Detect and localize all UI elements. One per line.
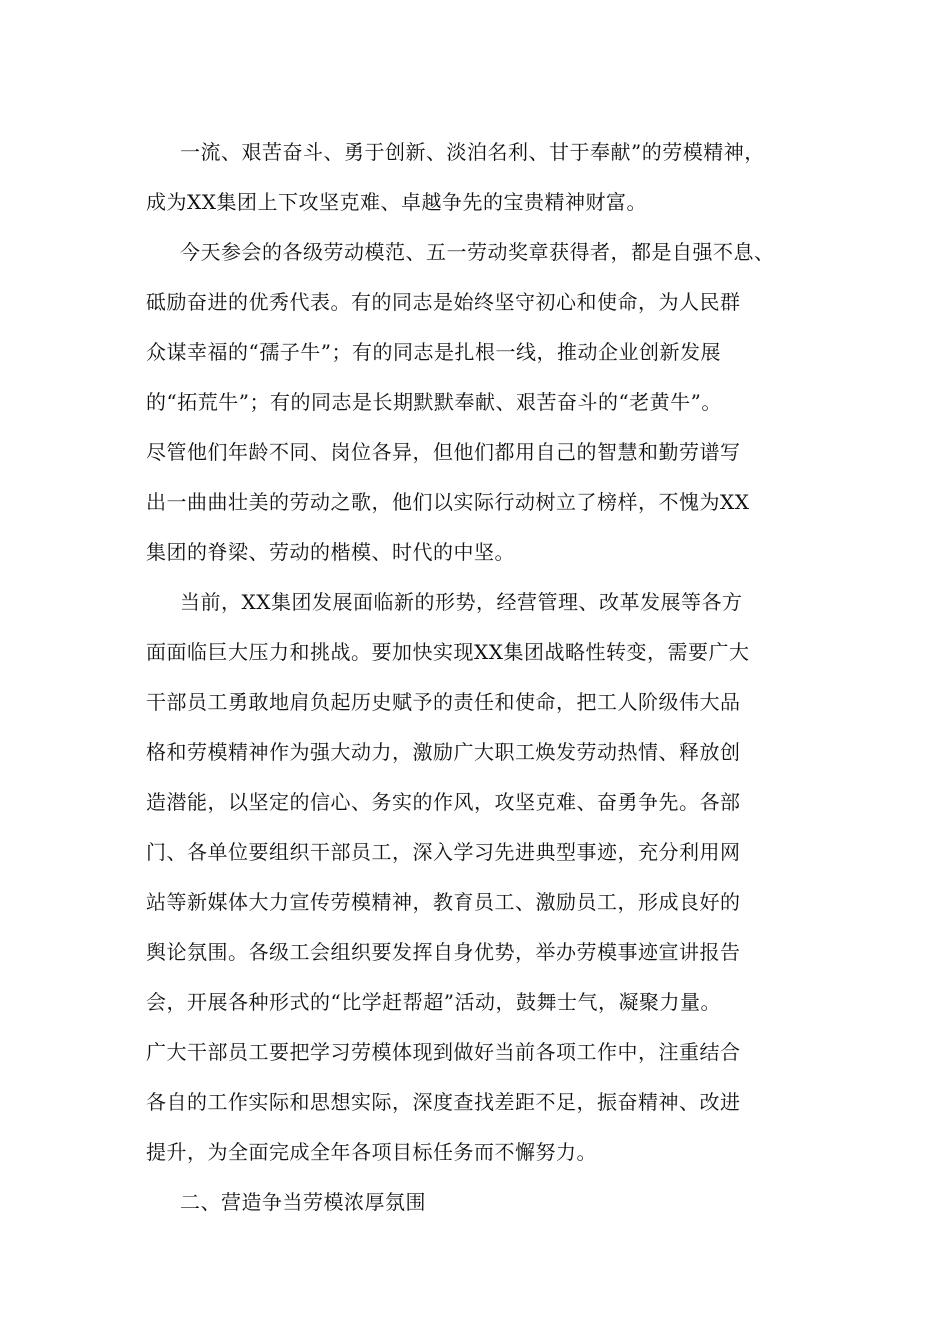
paragraph-line: 广大干部员工要把学习劳模体现到做好当前各项工作中，注重结合 — [146, 1040, 741, 1064]
paragraph-line: 舆论氛围。各级工会组织要发挥自身优势，举办劳模事迹宣讲报告 — [146, 940, 741, 964]
paragraph-line: 格和劳模精神作为强大动力，激励广大职工焕发劳动热情、释放创 — [146, 740, 741, 764]
paragraph-line: 门、各单位要组织干部员工，深入学习先进典型事迹，充分利用网 — [146, 840, 741, 864]
paragraph-line: 一流、艰苦奋斗、勇于创新、淡泊名利、甘于奉献”的劳模精神， — [180, 140, 765, 164]
paragraph-line: 当前，XX集团发展面临新的形势，经营管理、改革发展等各方 — [180, 590, 743, 614]
paragraph-line: 成为XX集团上下攻坚克难、卓越争先的宝贵精神财富。 — [146, 190, 647, 214]
paragraph-line: 众谋幸福的“孺子牛”；有的同志是扎根一线，推动企业创新发展 — [146, 340, 721, 364]
paragraph-line: 砥励奋进的优秀代表。有的同志是始终坚守初心和使命，为人民群 — [146, 290, 741, 314]
paragraph-line: 造潜能，以坚定的信心、务实的作风，攻坚克难、奋勇争先。各部 — [146, 790, 741, 814]
paragraph-line: 面面临巨大压力和挑战。要加快实现XX集团战略性转变，需要广大 — [146, 640, 750, 664]
section-heading: 二、营造争当劳模浓厚氛围 — [180, 1190, 426, 1214]
paragraph-line: 出一曲曲壮美的劳动之歌，他们以实际行动树立了榜样，不愧为XX — [146, 490, 750, 514]
paragraph-line: 各自的工作实际和思想实际，深度查找差距不足，振奋精神、改进 — [146, 1090, 741, 1114]
paragraph-line: 的“拓荒牛”；有的同志是长期默默奉献、艰苦奋斗的“老黄牛”。 — [146, 390, 722, 414]
paragraph-line: 提升，为全面完成全年各项目标任务而不懈努力。 — [146, 1140, 597, 1164]
paragraph-line: 集团的脊梁、劳动的楷模、时代的中坚。 — [146, 540, 515, 564]
paragraph-line: 干部员工勇敢地肩负起历史赋予的责任和使命，把工人阶级伟大品 — [146, 690, 741, 714]
paragraph-line: 尽管他们年龄不同、岗位各异，但他们都用自己的智慧和勤劳谱写 — [146, 440, 741, 464]
paragraph-line: 会，开展各种形式的“比学赶帮超”活动，鼓舞士气，凝聚力量。 — [146, 990, 721, 1014]
paragraph-line: 今天参会的各级劳动模范、五一劳动奖章获得者，都是自强不息、 — [180, 240, 775, 264]
paragraph-line: 站等新媒体大力宣传劳模精神，教育员工、激励员工，形成良好的 — [146, 890, 741, 914]
